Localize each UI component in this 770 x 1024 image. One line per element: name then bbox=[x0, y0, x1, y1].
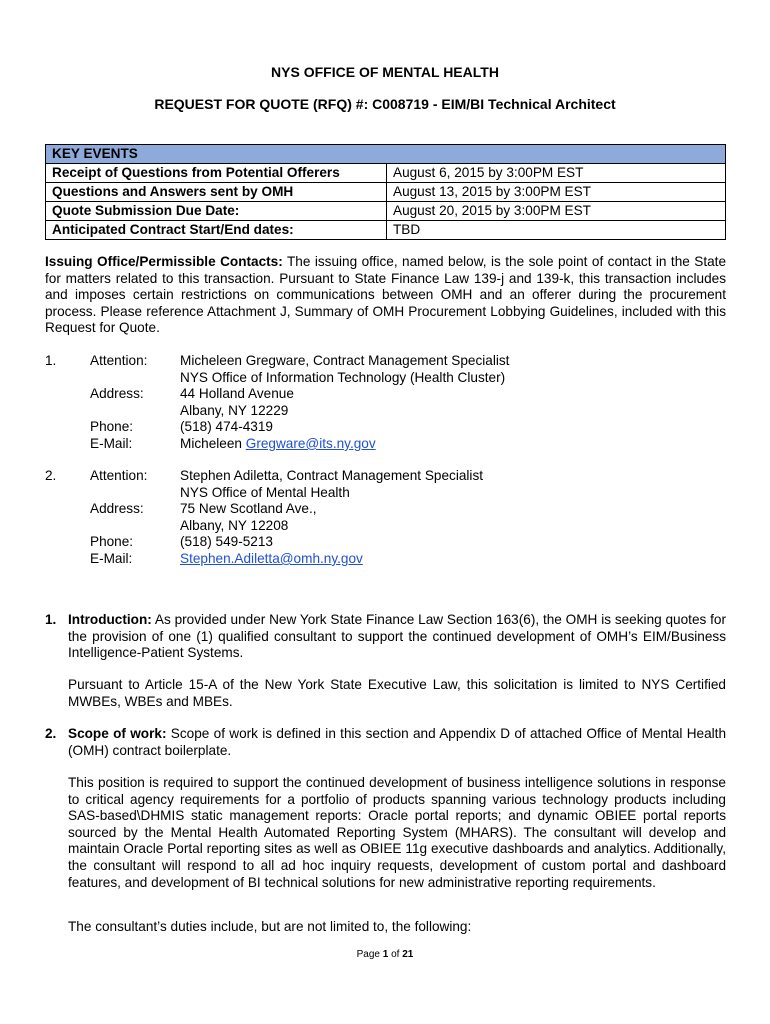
section-heading: Scope of work: bbox=[68, 726, 167, 741]
event-label: Receipt of Questions from Potential Offerers bbox=[46, 164, 387, 183]
table-row bbox=[46, 221, 726, 240]
phone-label: Phone: bbox=[90, 419, 134, 435]
event-label: Anticipated Contract Start/End dates: bbox=[46, 221, 387, 240]
agency-title: NYS OFFICE OF MENTAL HEALTH bbox=[271, 64, 499, 80]
section-text: As provided under New York State Finance Law Section 163(6), the OMH is seeking quotes for the provision of one (1) qualified consultant to support the continued development of OMH’s EIM/Business Intelligence-Patient Systems. bbox=[68, 612, 726, 661]
event-value: August 13, 2015 by 3:00PM EST bbox=[387, 183, 726, 202]
attention-label: Attention: bbox=[90, 468, 148, 483]
page-number: 1 bbox=[382, 949, 389, 960]
section-heading: Introduction: bbox=[68, 612, 152, 627]
issuing-office-text: The issuing office, named below, is the sole point of contact in the State for matters related to this transaction. Pursuant to State Finance Law 139-j and 139-k, this transaction includes and imposes certain restrictions on communications between OMH and an offerer during the procurement process. Please reference Attachment J, Summary of OMH Procurement Lobbying Guidelines, included with this Request for Quote. bbox=[45, 254, 727, 336]
scope-paragraph-3: The consultant’s duties include, but are not limited to, the following: bbox=[68, 919, 472, 934]
page-total: 21 bbox=[402, 949, 414, 960]
page-footer bbox=[0, 949, 770, 960]
section-number: 1. bbox=[45, 612, 57, 627]
contact-block-2 bbox=[45, 468, 726, 568]
scope-paragraph-2: This position is required to support the continued development of business intelligence solutions in response to critical agency requirements for a portfolio of products spanning various technology products including SAS-based\DHMIS static management reports: Oracle portal reports; and dynamic OBIEE portal reports sourced by the Mental Health Automated Reporting System (MHARS). The consultant will develop and maintain Oracle Portal reporting sites as well as OBIEE 11g executive dashboards and analytics. Additionally, the consultant will respond to all ad hoc inquiry requests, development of custom portal and dashboard features, and development of BI technical solutions for new administrative reporting requirements. bbox=[68, 775, 726, 890]
address-line-2: Albany, NY 12208 bbox=[180, 517, 289, 533]
section-introduction bbox=[45, 612, 726, 662]
page-word: Page bbox=[356, 949, 380, 960]
issuing-office-paragraph bbox=[45, 254, 726, 337]
address-label: Address: bbox=[90, 386, 144, 402]
address-line-1: 75 New Scotland Ave., bbox=[180, 501, 317, 517]
attention-org: NYS Office of Mental Health bbox=[180, 484, 350, 500]
event-label: Questions and Answers sent by OMH bbox=[46, 183, 387, 202]
table-row bbox=[46, 183, 726, 202]
email-link[interactable]: Gregware@its.ny.gov bbox=[245, 435, 376, 451]
attention-name: Micheleen Gregware, Contract Management Specialist bbox=[180, 353, 510, 368]
issuing-office-label: Issuing Office/Permissible Contacts: bbox=[45, 254, 283, 269]
key-events-table bbox=[45, 144, 726, 240]
key-events-heading: KEY EVENTS bbox=[46, 145, 726, 164]
event-value: TBD bbox=[387, 221, 726, 240]
contact-block-1 bbox=[45, 353, 726, 453]
rfq-title: REQUEST FOR QUOTE (RFQ) #: C008719 - EIM/BI Technical Architect bbox=[154, 96, 616, 112]
email-label: E-Mail: bbox=[90, 435, 133, 451]
of-word: of bbox=[391, 949, 400, 960]
event-value: August 6, 2015 by 3:00PM EST bbox=[387, 164, 726, 183]
phone-value: (518) 549-5213 bbox=[180, 534, 273, 550]
attention-name: Stephen Adiletta, Contract Management Specialist bbox=[180, 468, 484, 483]
contact-number: 1. bbox=[45, 353, 57, 368]
section-text: Scope of work is defined in this section and Appendix D of attached Office of Mental Health (OMH) contract boilerplate. bbox=[68, 726, 727, 758]
section-scope bbox=[45, 726, 726, 759]
event-label: Quote Submission Due Date: bbox=[46, 202, 387, 221]
attention-label: Attention: bbox=[90, 353, 148, 368]
email-link[interactable]: Stephen.Adiletta@omh.ny.gov bbox=[180, 550, 363, 566]
attention-org: NYS Office of Information Technology (Health Cluster) bbox=[180, 369, 506, 385]
address-line-2: Albany, NY 12229 bbox=[180, 402, 289, 418]
section-number: 2. bbox=[45, 726, 57, 741]
table-row bbox=[46, 164, 726, 183]
phone-label: Phone: bbox=[90, 534, 134, 550]
event-value: August 20, 2015 by 3:00PM EST bbox=[387, 202, 726, 221]
key-events-header-row bbox=[46, 145, 726, 164]
introduction-paragraph-2: Pursuant to Article 15-A of the New York State Executive Law, this solicitation is limited to NYS Certified MWBEs, WBEs and MBEs. bbox=[68, 677, 726, 709]
contact-number: 2. bbox=[45, 468, 57, 483]
table-row bbox=[46, 202, 726, 221]
address-label: Address: bbox=[90, 501, 144, 517]
phone-value: (518) 474-4319 bbox=[180, 419, 273, 435]
address-line-1: 44 Holland Avenue bbox=[180, 386, 294, 402]
email-prefix: Micheleen bbox=[180, 435, 246, 451]
email-label: E-Mail: bbox=[90, 550, 133, 566]
